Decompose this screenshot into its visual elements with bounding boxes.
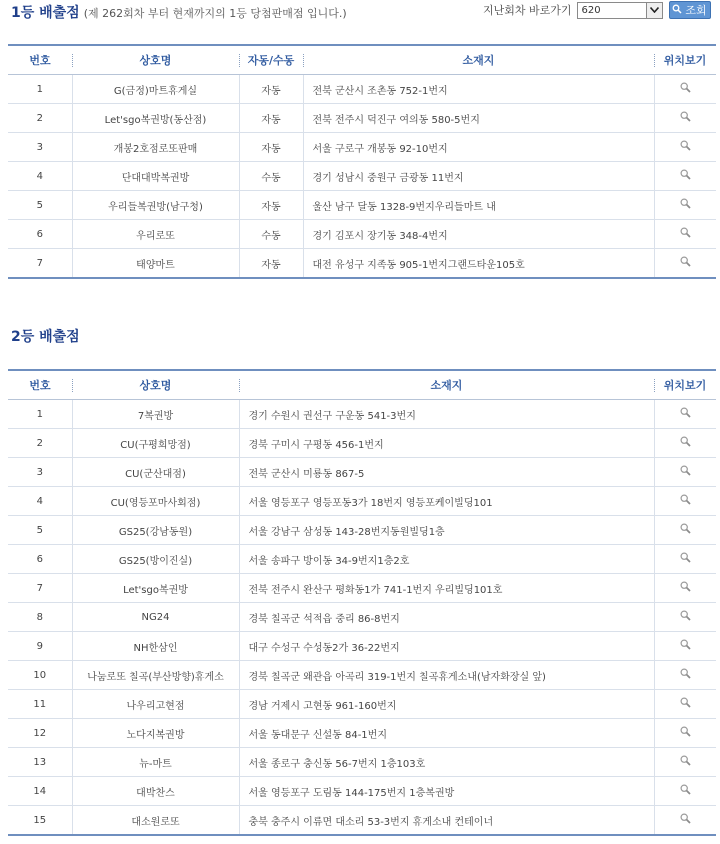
magnifier-icon[interactable] — [680, 726, 691, 740]
cell-type: 수동 — [239, 162, 303, 191]
cell-store-name: 노다지복권방 — [72, 719, 239, 748]
magnifier-icon[interactable] — [680, 140, 691, 154]
cell-store-name: NG24 — [72, 603, 239, 632]
magnifier-icon[interactable] — [680, 256, 691, 270]
cell-location — [654, 487, 716, 516]
table-header-row — [8, 370, 716, 400]
cell-address: 경기 성남시 중원구 금광동 11번지 — [303, 162, 654, 191]
cell-address: 대전 유성구 지족동 905-1번지그랜드타운105호 — [303, 249, 654, 279]
cell-address: 경남 거제시 고현동 961-160번지 — [239, 690, 654, 719]
magnifier-icon[interactable] — [680, 755, 691, 769]
cell-location — [654, 104, 716, 133]
cell-no: 6 — [8, 220, 72, 249]
table-header-row — [8, 45, 716, 75]
cell-address: 울산 남구 달동 1328-9번지우리들마트 내 — [303, 191, 654, 220]
col-header-location: 위치보기 — [654, 370, 716, 400]
table-row — [8, 249, 716, 279]
cell-location — [654, 719, 716, 748]
magnifier-icon[interactable] — [680, 465, 691, 479]
cell-location — [654, 690, 716, 719]
table-row — [8, 516, 716, 545]
table-row — [8, 545, 716, 574]
cell-store-name: Let'sgo복권방(동산점) — [72, 104, 239, 133]
cell-address: 서울 강남구 삼성동 143-28번지동원빌딩1층 — [239, 516, 654, 545]
cell-store-name: 나우리고현점 — [72, 690, 239, 719]
magnifier-icon[interactable] — [680, 610, 691, 624]
cell-store-name: 단대대박복권방 — [72, 162, 239, 191]
cell-type: 수동 — [239, 220, 303, 249]
cell-store-name: NH한삼인 — [72, 632, 239, 661]
cell-store-name: CU(구평희망점) — [72, 429, 239, 458]
table-row — [8, 748, 716, 777]
col-header-type: 자동/수동 — [239, 45, 303, 75]
cell-no: 1 — [8, 75, 72, 104]
first-prize-note: (제 262회차 부터 현재까지의 1등 당첨판매점 입니다.) — [83, 7, 347, 20]
cell-location — [654, 777, 716, 806]
cell-address: 서울 종로구 충신동 56-7번지 1층103호 — [239, 748, 654, 777]
cell-type: 자동 — [239, 191, 303, 220]
magnifier-icon[interactable] — [680, 494, 691, 508]
cell-no: 1 — [8, 400, 72, 429]
cell-address: 서울 영등포구 도림동 144-175번지 1층복권방 — [239, 777, 654, 806]
col-header-no: 번호 — [8, 45, 72, 75]
cell-no: 2 — [8, 104, 72, 133]
cell-location — [654, 806, 716, 836]
table-row — [8, 603, 716, 632]
cell-no: 9 — [8, 632, 72, 661]
search-icon — [672, 4, 682, 17]
cell-store-name: 나눔로또 칠곡(부산방향)휴게소 — [72, 661, 239, 690]
cell-no: 14 — [8, 777, 72, 806]
round-nav-label: 지난회차 바로가기 — [483, 4, 572, 17]
cell-location — [654, 191, 716, 220]
table-row — [8, 487, 716, 516]
first-prize-table — [8, 44, 716, 279]
cell-no: 11 — [8, 690, 72, 719]
round-select-value: 620 — [581, 4, 601, 16]
col-header-name: 상호명 — [72, 45, 239, 75]
cell-store-name: CU(군산대점) — [72, 458, 239, 487]
cell-store-name: CU(영등포마사회점) — [72, 487, 239, 516]
table-row — [8, 806, 716, 836]
cell-no: 6 — [8, 545, 72, 574]
table-row — [8, 133, 716, 162]
cell-store-name: 대박찬스 — [72, 777, 239, 806]
cell-store-name: 우리들복권방(남구청) — [72, 191, 239, 220]
magnifier-icon[interactable] — [680, 82, 691, 96]
cell-no: 7 — [8, 574, 72, 603]
cell-address: 경북 칠곡군 석적읍 중리 86-8번지 — [239, 603, 654, 632]
magnifier-icon[interactable] — [680, 581, 691, 595]
cell-type: 자동 — [239, 104, 303, 133]
cell-location — [654, 429, 716, 458]
cell-address: 전북 군산시 조촌동 752-1번지 — [303, 75, 654, 104]
magnifier-icon[interactable] — [680, 111, 691, 125]
search-button[interactable] — [669, 1, 711, 19]
col-header-address: 소재지 — [239, 370, 654, 400]
cell-location — [654, 748, 716, 777]
table-row — [8, 632, 716, 661]
table-row — [8, 777, 716, 806]
second-prize-title: 2등 배출점 — [11, 329, 80, 345]
magnifier-icon[interactable] — [680, 552, 691, 566]
col-header-location: 위치보기 — [654, 45, 716, 75]
table-row — [8, 220, 716, 249]
cell-location — [654, 75, 716, 104]
cell-location — [654, 249, 716, 279]
cell-location — [654, 400, 716, 429]
magnifier-icon[interactable] — [680, 436, 691, 450]
magnifier-icon[interactable] — [680, 784, 691, 798]
cell-store-name: 대소원로또 — [72, 806, 239, 836]
table-row — [8, 104, 716, 133]
magnifier-icon[interactable] — [680, 668, 691, 682]
cell-address: 전북 전주시 완산구 평화동1가 741-1번지 우리빌딩101호 — [239, 574, 654, 603]
cell-location — [654, 162, 716, 191]
cell-no: 2 — [8, 429, 72, 458]
table-row — [8, 690, 716, 719]
cell-type: 자동 — [239, 75, 303, 104]
chevron-down-icon[interactable] — [646, 3, 662, 18]
cell-type: 자동 — [239, 133, 303, 162]
cell-no: 7 — [8, 249, 72, 279]
magnifier-icon[interactable] — [680, 813, 691, 827]
cell-store-name: GS25(강남동원) — [72, 516, 239, 545]
cell-location — [654, 545, 716, 574]
col-header-name: 상호명 — [72, 370, 239, 400]
cell-store-name: GS25(방이진실) — [72, 545, 239, 574]
table-row — [8, 400, 716, 429]
cell-store-name: 우리로또 — [72, 220, 239, 249]
cell-location — [654, 133, 716, 162]
magnifier-icon[interactable] — [680, 407, 691, 421]
cell-no: 12 — [8, 719, 72, 748]
round-navigation — [483, 0, 711, 20]
table-row — [8, 75, 716, 104]
cell-store-name: G(금정)마트휴게실 — [72, 75, 239, 104]
col-header-no: 번호 — [8, 370, 72, 400]
cell-no: 13 — [8, 748, 72, 777]
cell-store-name: 7복권방 — [72, 400, 239, 429]
cell-no: 3 — [8, 133, 72, 162]
cell-address: 경북 칠곡군 왜관읍 아곡리 319-1번지 칠곡휴게소내(남자화장실 앞) — [239, 661, 654, 690]
cell-address: 경북 구미시 구평동 456-1번지 — [239, 429, 654, 458]
col-header-address: 소재지 — [303, 45, 654, 75]
table-row — [8, 719, 716, 748]
cell-location — [654, 516, 716, 545]
table-row — [8, 191, 716, 220]
cell-location — [654, 603, 716, 632]
magnifier-icon[interactable] — [680, 169, 691, 183]
cell-address: 경기 김포시 장기동 348-4번지 — [303, 220, 654, 249]
cell-address: 서울 영등포구 영등포동3가 18번지 영등포케이빌딩101 — [239, 487, 654, 516]
cell-location — [654, 220, 716, 249]
search-button-label: 조회 — [685, 4, 707, 17]
cell-location — [654, 574, 716, 603]
cell-location — [654, 661, 716, 690]
cell-no: 10 — [8, 661, 72, 690]
second-prize-title-block — [11, 326, 80, 346]
magnifier-icon[interactable] — [680, 198, 691, 212]
table-row — [8, 661, 716, 690]
table-row — [8, 458, 716, 487]
cell-address: 전북 전주시 덕진구 여의동 580-5번지 — [303, 104, 654, 133]
cell-store-name: 태양마트 — [72, 249, 239, 279]
cell-type: 자동 — [239, 249, 303, 279]
magnifier-icon[interactable] — [680, 523, 691, 537]
cell-no: 5 — [8, 191, 72, 220]
cell-store-name: 뉴-마트 — [72, 748, 239, 777]
cell-no: 3 — [8, 458, 72, 487]
first-prize-title-block — [11, 2, 347, 22]
cell-store-name: Let'sgo복권방 — [72, 574, 239, 603]
first-prize-title: 1등 배출점 — [11, 5, 80, 21]
table-row — [8, 162, 716, 191]
cell-no: 4 — [8, 162, 72, 191]
cell-no: 5 — [8, 516, 72, 545]
round-select[interactable] — [577, 2, 663, 19]
cell-address: 전북 군산시 미룡동 867-5 — [239, 458, 654, 487]
cell-no: 8 — [8, 603, 72, 632]
second-prize-table — [8, 369, 716, 836]
cell-address: 서울 구로구 개봉동 92-10번지 — [303, 133, 654, 162]
cell-no: 15 — [8, 806, 72, 836]
magnifier-icon[interactable] — [680, 697, 691, 711]
cell-address: 대구 수성구 수성동2가 36-22번지 — [239, 632, 654, 661]
cell-no: 4 — [8, 487, 72, 516]
magnifier-icon[interactable] — [680, 227, 691, 241]
cell-address: 서울 송파구 방이동 34-9번지1층2호 — [239, 545, 654, 574]
cell-address: 충북 충주시 이류면 대소리 53-3번지 휴게소내 컨테이너 — [239, 806, 654, 836]
cell-location — [654, 632, 716, 661]
cell-address: 경기 수원시 권선구 구운동 541-3번지 — [239, 400, 654, 429]
cell-location — [654, 458, 716, 487]
table-row — [8, 429, 716, 458]
table-row — [8, 574, 716, 603]
cell-store-name: 개봉2호점로또판매 — [72, 133, 239, 162]
magnifier-icon[interactable] — [680, 639, 691, 653]
cell-address: 서울 동대문구 신설동 84-1번지 — [239, 719, 654, 748]
